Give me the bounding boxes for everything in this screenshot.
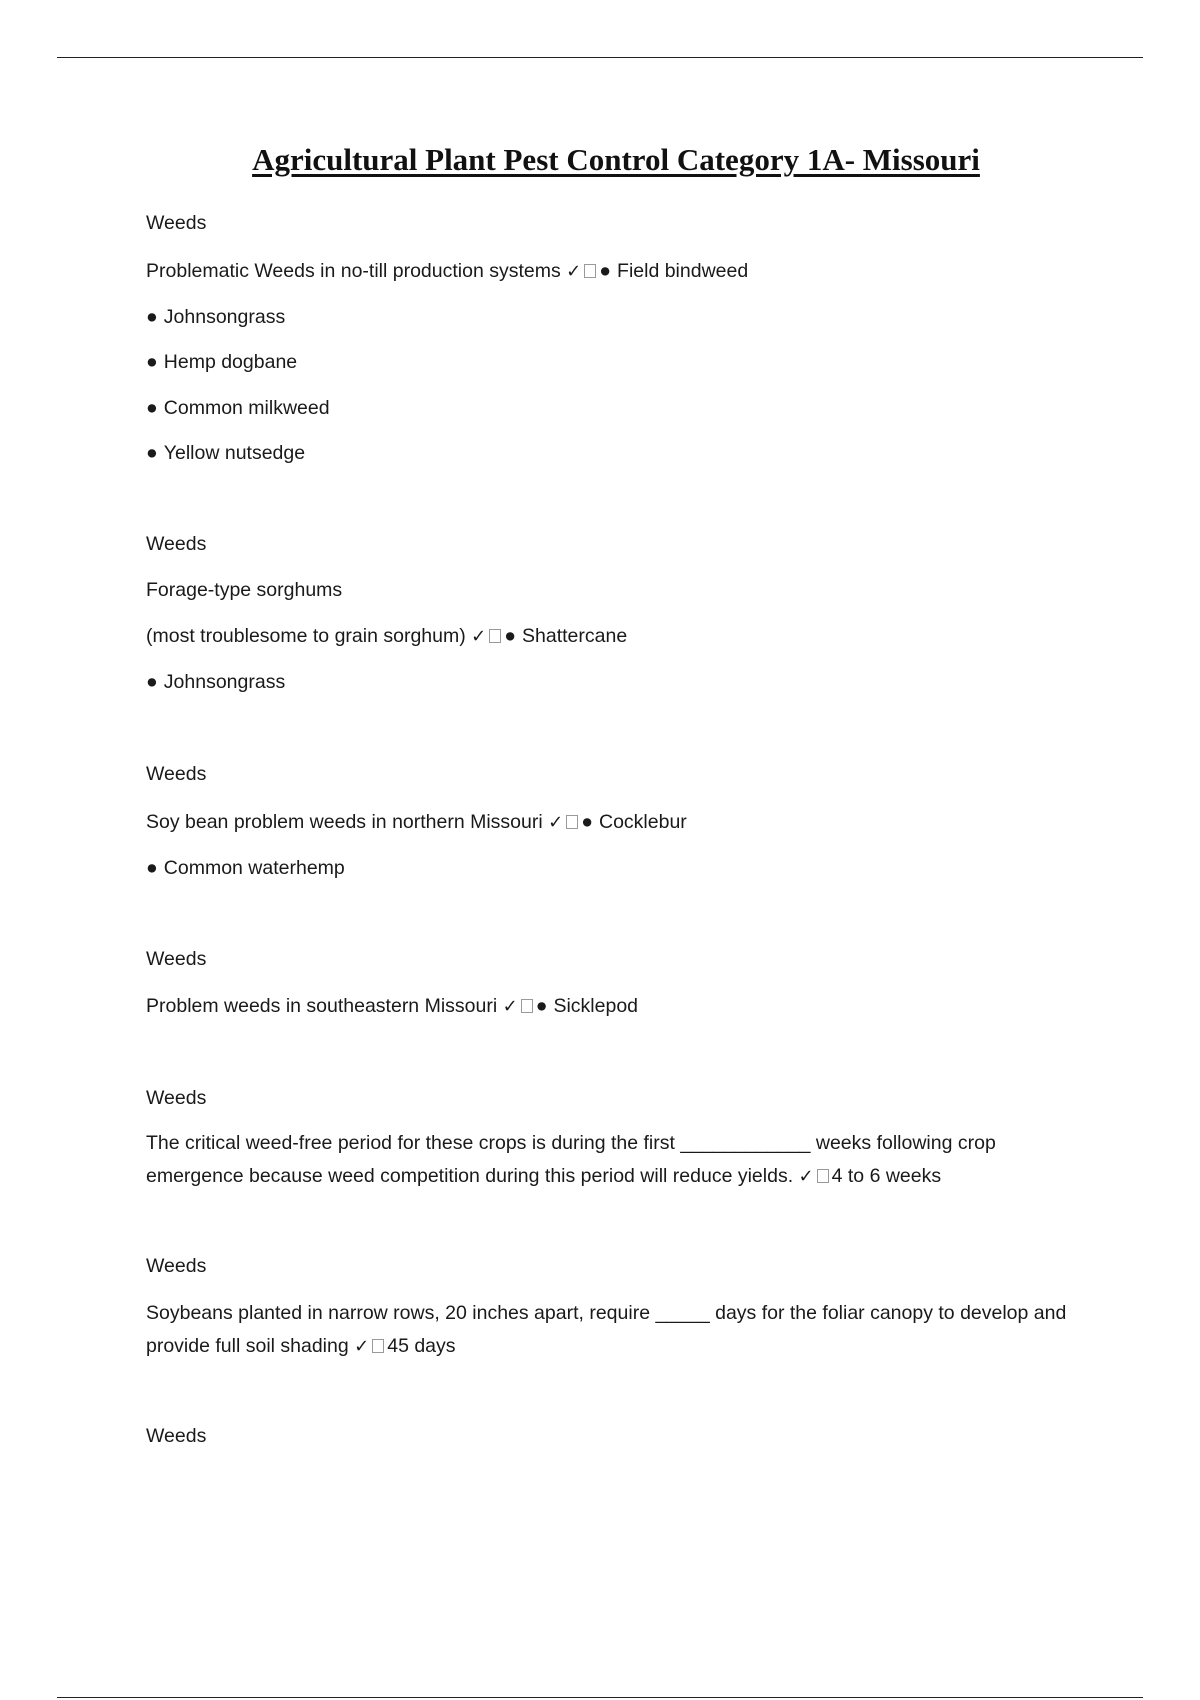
list-item xyxy=(146,670,285,694)
card-2-answer-item: Johnsongrass xyxy=(163,671,286,693)
card-6-question: Soybeans planted in narrow rows, 20 inches apart, require _____ days for the foliar canopy to develop and provide full soil shading xyxy=(146,1302,1067,1357)
card-1-heading: Weeds xyxy=(146,212,207,234)
card-3-answer-item: Common waterhemp xyxy=(163,857,345,879)
card-5-heading: Weeds xyxy=(146,1087,207,1109)
missing-glyph-icon xyxy=(817,1169,829,1183)
bullet-icon: ● xyxy=(504,625,517,647)
list-item xyxy=(146,305,285,329)
bottom-rule xyxy=(57,1697,1143,1698)
missing-glyph-icon xyxy=(521,999,533,1013)
card-2-question-line1: Forage-type sorghums xyxy=(146,579,343,601)
card-2-answer-first: Shattercane xyxy=(522,625,628,647)
card-1-answer-first: Field bindweed xyxy=(617,260,749,282)
card-2-heading: Weeds xyxy=(146,533,207,555)
card-7-heading: Weeds xyxy=(146,1425,207,1447)
bullet-icon: ● xyxy=(535,995,548,1017)
card-2-question-line xyxy=(146,624,627,649)
check-icon: ✓ xyxy=(502,996,518,1017)
card-2-question: (most troublesome to grain sorghum) xyxy=(146,625,466,647)
card-3-answer-first: Cocklebur xyxy=(599,811,687,833)
bullet-icon: ● xyxy=(146,442,158,464)
check-icon: ✓ xyxy=(471,626,487,647)
card-3-heading: Weeds xyxy=(146,763,207,785)
card-4-question-line xyxy=(146,994,638,1019)
card-6-answer: 45 days xyxy=(387,1335,456,1357)
list-item xyxy=(146,396,330,420)
card-6-heading: Weeds xyxy=(146,1255,207,1277)
list-item xyxy=(146,350,297,374)
top-rule xyxy=(57,57,1143,58)
card-1-answer-item: Johnsongrass xyxy=(163,306,286,328)
card-6-question-block xyxy=(146,1297,1076,1363)
bullet-icon: ● xyxy=(146,671,158,693)
check-icon: ✓ xyxy=(548,812,564,833)
card-3-question-line xyxy=(146,810,687,835)
card-3-question: Soy bean problem weeds in northern Missouri xyxy=(146,811,543,833)
missing-glyph-icon xyxy=(489,629,501,643)
card-5-answer: 4 to 6 weeks xyxy=(831,1165,942,1187)
bullet-icon: ● xyxy=(581,811,593,833)
card-1-question-line xyxy=(146,259,748,284)
card-4-heading: Weeds xyxy=(146,948,207,970)
card-1-answer-item: Common milkweed xyxy=(163,397,330,419)
page-title: Agricultural Plant Pest Control Category 1A- Missouri xyxy=(252,142,980,177)
bullet-icon: ● xyxy=(146,857,158,879)
bullet-icon: ● xyxy=(146,306,158,328)
bullet-icon: ● xyxy=(146,351,158,373)
card-1-answer-item: Yellow nutsedge xyxy=(163,442,306,464)
check-icon: ✓ xyxy=(354,1336,370,1357)
card-5-question: The critical weed-free period for these crops is during the first ____________ weeks following crop emergence because weed competition during this period will reduce yields. xyxy=(146,1132,996,1187)
missing-glyph-icon xyxy=(584,264,596,278)
check-icon: ✓ xyxy=(566,261,582,282)
bullet-icon: ● xyxy=(599,260,612,282)
card-1-question: Problematic Weeds in no-till production systems xyxy=(146,260,561,282)
card-5-question-block xyxy=(146,1127,1076,1193)
card-1-answer-item: Hemp dogbane xyxy=(163,351,298,373)
list-item xyxy=(146,441,305,465)
check-icon: ✓ xyxy=(798,1166,814,1187)
list-item xyxy=(146,856,345,880)
missing-glyph-icon xyxy=(372,1339,384,1353)
bullet-icon: ● xyxy=(146,397,158,419)
card-4-answer-first: Sicklepod xyxy=(553,995,639,1017)
card-4-question: Problem weeds in southeastern Missouri xyxy=(146,995,498,1017)
missing-glyph-icon xyxy=(566,815,578,829)
